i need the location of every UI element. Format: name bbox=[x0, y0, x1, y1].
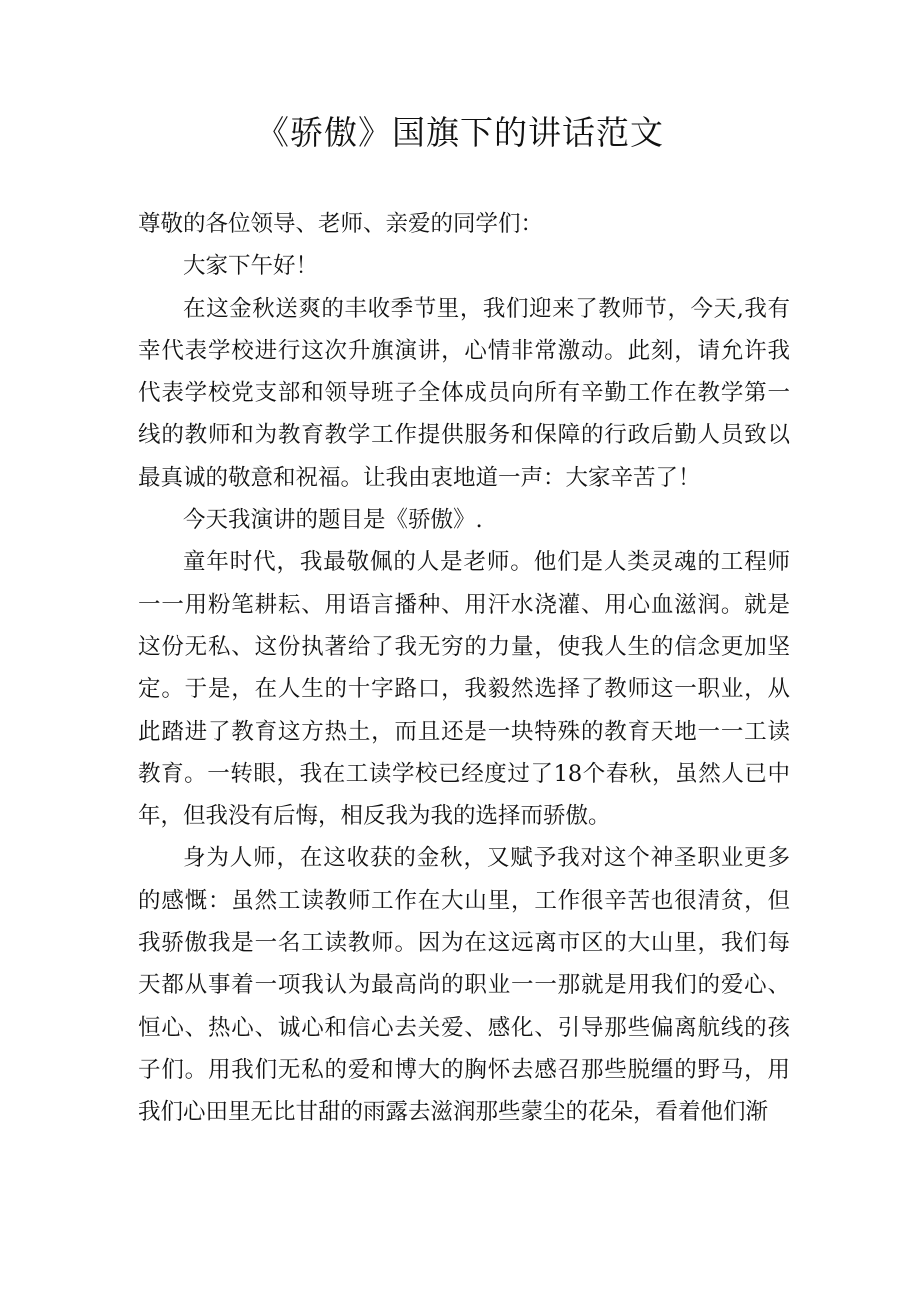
paragraph-greeting: 大家下午好！ bbox=[183, 253, 319, 280]
document-body bbox=[138, 203, 790, 1134]
salutation: 尊敬的各位领导、老师、亲爱的同学们： bbox=[138, 211, 544, 237]
paragraph-topic: 今天我演讲的题目是《骄傲》. bbox=[183, 507, 483, 534]
paragraph-pride: 身为人师，在这收获的金秋，又赋予我对这个神圣职业更多的感慨：虽然工读教师工作在大山里，工作很辛苦也很清贫，但我骄傲我是一名工读教师。因为在这远离市区的大山里，我们每天都从事着一项我认为最高尚的职业一一那就是用我们的爱心、恒心、热心、诚心和信心去关爱、感化、引导那些偏离航线的孩子们。用我们无私的爱和博大的胸怀去感召那些脱缰的野马，用我们心田里无比甘甜的雨露去滋润那些蒙尘的花朵，看着他们渐 bbox=[138, 845, 790, 1126]
document-title: 《骄傲》国旗下的讲话范文 bbox=[256, 113, 664, 152]
paragraph-teachers-day: 在这金秋送爽的丰收季节里，我们迎来了教师节，今天,我有幸代表学校进行这次升旗演讲，心情非常激动。此刻，请允许我代表学校党支部和领导班子全体成员向所有辛勤工作在教学第一线的教师和为教育教学工作提供服务和保障的行政后勤人员致以最真诚的敬意和祝福。让我由衷地道一声：大家辛苦了！ bbox=[138, 295, 790, 491]
paragraph-childhood: 童年时代，我最敬佩的人是老师。他们是人类灵魂的工程师一一用粉笔耕耘、用语言播种、用汗水浇灌、用心血滋润。就是这份无私、这份执著给了我无穷的力量，使我人生的信念更加坚定。于是，在人生的十字路口，我毅然选择了教师这一职业，从此踏进了教育这方热土，而且还是一块特殊的教育天地一一工读教育。一转眼，我在工读学校已经度过了18个春秋，虽然人已中年，但我没有后悔，相反我为我的选择而骄傲。 bbox=[138, 549, 790, 830]
